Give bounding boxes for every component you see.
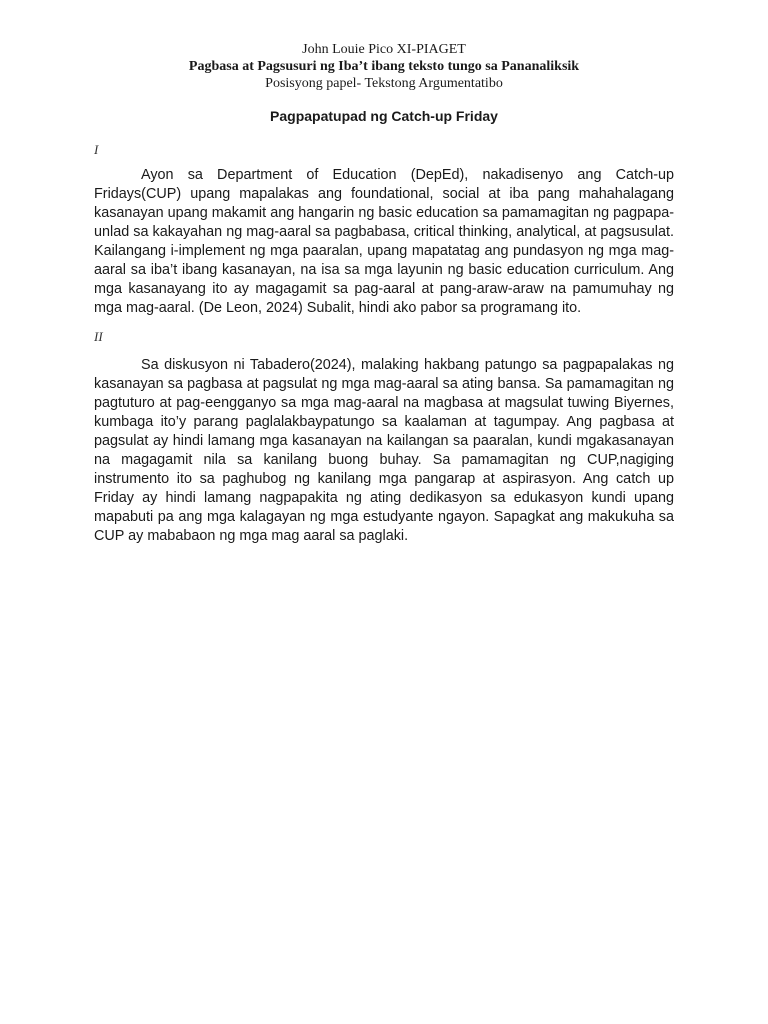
document-title: Pagpapatupad ng Catch-up Friday	[270, 108, 498, 124]
section-marker-1: I	[94, 142, 99, 157]
section-paragraph-2: Sa diskusyon ni Tabadero(2024), malaking hakbang patungo sa pagpapalakas ng kasanayan sa pagbasa at pagsulat ng mga mag-aaral sa ating bansa. Sa pamamagitan ng pagtuturo at pag-eengganyo sa mga mag-aaral na magbasa at magsulat tuwing Biyernes, kumbaga ito’y parang paglalakbaypatungo sa kaalaman at tagumpay. Ang pagbasa at pagsulat ay hindi lamang mga kasanayan na kailangan sa paaralan, kundi mgakasanayan na magagamit nila sa kanilang buong buhay. Sa pamamagitan ng CUP,nagiging instrumento ito sa paghubog ng kanilang mga pangarap at aspirasyon. Ang catch up Friday ay hindi lamang nagpapakita ng ating dedikasyon sa edukasyon kundi upang mapabuti pa ang mga kalagayan ng mga estudyante ngayon. Sapagkat ang makukuha sa CUP ay mababaon ng mga mag aaral sa paglaki.	[94, 357, 674, 544]
paper-type-line: Posisyong papel- Tekstong Argumentatibo	[265, 76, 503, 91]
section-marker-2: II	[94, 329, 103, 344]
document-header	[94, 41, 674, 92]
author-line: John Louie Pico XI-PIAGET	[302, 42, 466, 57]
subject-line: Pagbasa at Pagsusuri ng Iba’t ibang teksto tungo sa Pananaliksik	[188, 59, 580, 74]
section-paragraph-1: Ayon sa Department of Education (DepEd), nakadisenyo ang Catch-up Fridays(CUP) upang mapalakas ang foundational, social at iba pang mahahalagang kasanayan upang makamit ang hangarin ng basic education sa pamamagitan ng pagpapa-unlad sa kakayahan ng mag-aaral sa pagbabasa, critical thinking, analytical, at pagsusulat. Kailangang i-implement ng mga paaralan, upang mapatatag ang pundasyon ng mga mag-aaral sa iba’t ibang kasanayan, na isa sa mga layunin ng basic education curriculum. Ang mga kasanayang ito ay magagamit sa pag-aaral at pang-araw-araw na pamumuhay ng mga mag-aaral. (De Leon, 2024) Subalit, hindi ako pabor sa programang ito.	[94, 167, 674, 316]
